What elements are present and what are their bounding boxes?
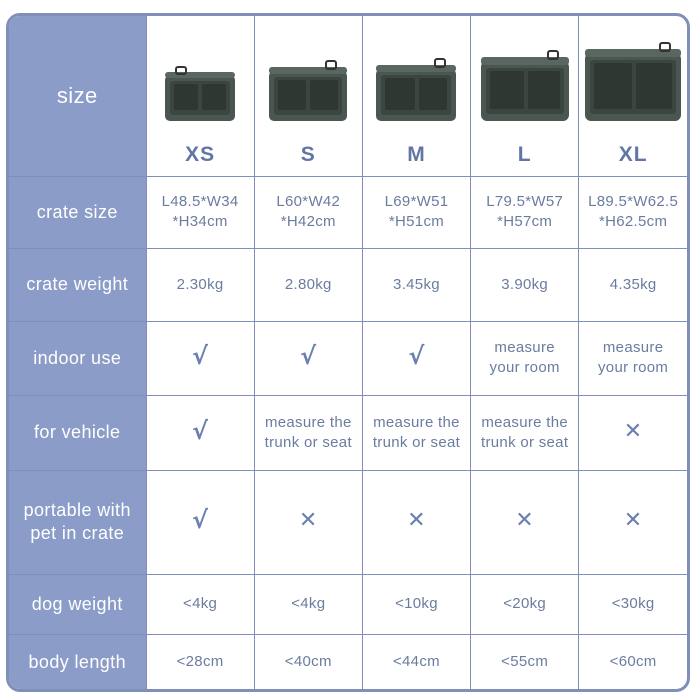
- body-length-cell-m: <44cm: [362, 634, 470, 690]
- indoor-use-cell-l: [471, 321, 579, 395]
- dog-weight-cell-l: <20kg: [471, 574, 579, 634]
- crate-size-row: [9, 176, 687, 248]
- indoor-use-cell-s: [254, 321, 362, 395]
- crate-xl-image: [582, 41, 684, 125]
- vehicle-note-line2: trunk or seat: [372, 433, 461, 451]
- for-vehicle-cell-m: [362, 395, 470, 470]
- crate-size-cell-xs: [146, 176, 254, 248]
- vehicle-note-line2: trunk or seat: [264, 433, 352, 451]
- row-label-portable: [9, 470, 146, 574]
- size-label-s: S: [300, 142, 316, 166]
- size-label-l: L: [517, 142, 532, 166]
- row-label-dog-weight: dog weight: [9, 574, 146, 634]
- body-length-cell-l: <55cm: [471, 634, 579, 690]
- vehicle-note-line1: measure the: [264, 413, 352, 431]
- body-length-cell-xs: <28cm: [146, 634, 254, 690]
- check-icon: √: [191, 342, 209, 370]
- indoor-use-row: [9, 321, 687, 395]
- size-column-xl: [579, 16, 687, 176]
- crate-size-dims: L89.5*W62.5: [588, 193, 679, 210]
- cross-icon: ✕: [298, 508, 318, 533]
- crate-weight-cell-l: 3.90kg: [471, 248, 579, 321]
- crate-size-dims: L79.5*W57: [486, 193, 564, 210]
- vehicle-note-line1: measure the: [481, 413, 568, 431]
- dog-weight-cell-xs: <4kg: [146, 574, 254, 634]
- crate-size-dims: L60*W42: [276, 193, 341, 210]
- crate-m-image: [373, 57, 459, 125]
- crate-weight-row: [9, 248, 687, 321]
- crate-weight-cell-xs: 2.30kg: [146, 248, 254, 321]
- vehicle-note-line1: measure the: [373, 413, 460, 431]
- indoor-note-line1: measure: [602, 339, 664, 356]
- row-label-size: size: [9, 16, 146, 176]
- row-label-indoor-use: indoor use: [9, 321, 146, 395]
- comparison-table: [9, 16, 687, 690]
- dog-weight-cell-m: <10kg: [362, 574, 470, 634]
- size-column-m: [362, 16, 470, 176]
- crate-size-cell-xl: [579, 176, 687, 248]
- indoor-note-line1: measure: [494, 339, 555, 356]
- check-icon: √: [300, 342, 317, 370]
- for-vehicle-row: [9, 395, 687, 470]
- cross-icon: ✕: [623, 418, 643, 444]
- portable-cell-m: [362, 470, 470, 574]
- portable-cell-l: [471, 470, 579, 574]
- row-label-crate-size: crate size: [9, 176, 146, 248]
- portable-cell-s: [254, 470, 362, 574]
- crate-size-height: *H42cm: [280, 213, 336, 230]
- crate-size-dims: L69*W51: [384, 193, 449, 210]
- for-vehicle-cell-xs: [146, 395, 254, 470]
- dog-weight-row: [9, 574, 687, 634]
- crate-size-height: *H57cm: [497, 213, 553, 230]
- crate-size-height: *H34cm: [172, 213, 228, 230]
- crate-size-cell-s: [254, 176, 362, 248]
- body-length-cell-s: <40cm: [254, 634, 362, 690]
- size-column-s: [254, 16, 362, 176]
- dog-weight-cell-s: <4kg: [254, 574, 362, 634]
- body-length-cell-xl: <60cm: [579, 634, 687, 690]
- row-label-crate-weight: crate weight: [9, 248, 146, 321]
- check-icon: √: [408, 342, 425, 370]
- portable-label-line2: pet in crate: [30, 523, 125, 543]
- size-header-row: [9, 16, 687, 176]
- size-label-xl: XL: [618, 142, 648, 166]
- size-label-m: M: [407, 142, 426, 166]
- cross-icon: ✕: [623, 508, 643, 533]
- crate-size-dims: L48.5*W34: [161, 193, 239, 210]
- size-column-xs: [146, 16, 254, 176]
- size-column-l: [471, 16, 579, 176]
- crate-s-image: [266, 59, 350, 125]
- indoor-use-cell-xl: [579, 321, 687, 395]
- indoor-note-line2: your room: [598, 359, 669, 376]
- crate-xs-image: [162, 65, 238, 125]
- check-icon: √: [191, 506, 209, 534]
- cross-icon: ✕: [407, 508, 426, 533]
- indoor-note-line2: your room: [489, 359, 560, 376]
- check-icon: √: [191, 416, 209, 445]
- size-chart-table: [6, 13, 690, 692]
- indoor-use-cell-m: [362, 321, 470, 395]
- crate-weight-cell-xl: 4.35kg: [579, 248, 687, 321]
- cross-icon: ✕: [515, 508, 535, 533]
- dog-weight-cell-xl: <30kg: [579, 574, 687, 634]
- crate-size-height: *H62.5cm: [598, 213, 668, 230]
- crate-weight-cell-s: 2.80kg: [254, 248, 362, 321]
- for-vehicle-cell-s: [254, 395, 362, 470]
- crate-size-height: *H51cm: [388, 213, 445, 230]
- portable-row: [9, 470, 687, 574]
- for-vehicle-cell-l: [471, 395, 579, 470]
- indoor-use-cell-xs: [146, 321, 254, 395]
- row-label-body-length: body length: [9, 634, 146, 690]
- crate-size-cell-l: [471, 176, 579, 248]
- portable-cell-xl: [579, 470, 687, 574]
- crate-weight-cell-m: 3.45kg: [362, 248, 470, 321]
- row-label-for-vehicle: for vehicle: [9, 395, 146, 470]
- size-label-xs: XS: [185, 142, 216, 166]
- crate-size-cell-m: [362, 176, 470, 248]
- body-length-row: [9, 634, 687, 690]
- portable-label-line1: portable with: [23, 500, 131, 520]
- crate-l-image: [478, 49, 572, 125]
- for-vehicle-cell-xl: [579, 395, 687, 470]
- portable-cell-xs: [146, 470, 254, 574]
- vehicle-note-line2: trunk or seat: [481, 433, 569, 451]
